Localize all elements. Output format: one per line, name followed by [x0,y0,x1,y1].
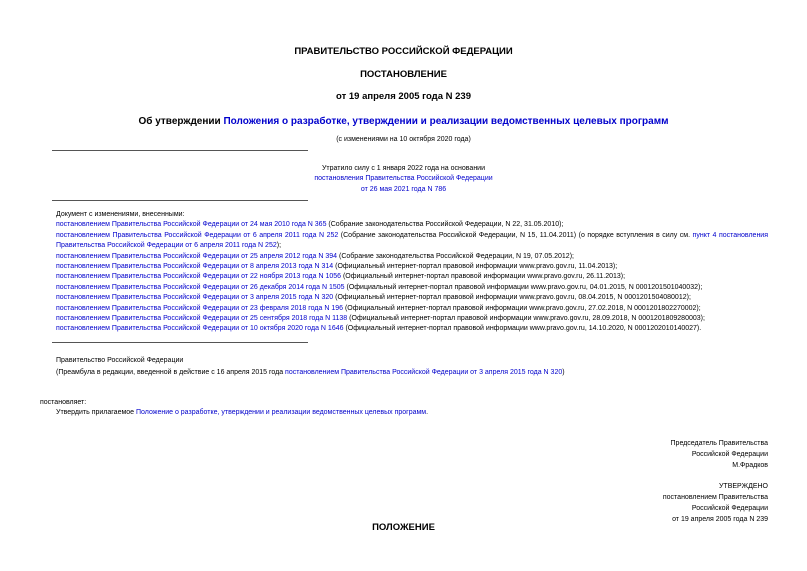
amendments-intro: Документ с изменениями, внесенными: [56,211,185,218]
preamble-link[interactable]: постановлением Правительства Российской Федерации от 3 апреля 2015 года N 320 [285,369,563,377]
list-item [52,220,768,230]
list-item [52,231,768,252]
divider [52,200,308,201]
expired-link-date[interactable]: от 26 мая 2021 года N 786 [360,185,447,193]
preamble-government: Правительство Российской Федерации [56,357,184,364]
government-heading: ПРАВИТЕЛЬСТВО РОССИЙСКОЙ ФЕДЕРАЦИИ [294,46,513,57]
amendment-link-clause[interactable]: пункт 4 постановления Правительства Российской Федерации от 6 апреля 2011 года N 252 [56,231,769,250]
amendment-link[interactable]: постановлением Правительства Российской Федерации от 8 апреля 2013 года N 314 [56,263,334,271]
resolves-text: постановляет: [40,399,87,406]
preamble [56,356,768,379]
divider [52,342,308,343]
approved-heading: УТВЕРЖДЕНО [718,483,768,490]
preamble-note-prefix: (Преамбула в редакции, введенной в действие с 16 апреля 2015 года [56,369,286,377]
amendment-link[interactable]: постановлением Правительства Российской Федерации от 10 октября 2020 года N 1646 [56,325,344,333]
preamble-note-suffix: ) [562,369,565,377]
section-title: ПОЛОЖЕНИЕ [372,522,435,533]
approve-clause [56,408,768,418]
amendment-link[interactable]: постановлением Правительства Российской Федерации от 25 сентября 2018 года N 1138 [56,315,348,323]
divider [52,150,308,151]
amendment-source: (Собрание законодательства Российской Федерации, N 15, 11.04.2011) (о порядке вступления в силу см. [338,231,693,239]
expired-notice [0,164,807,195]
amendment-link[interactable]: постановлением Правительства Российской Федерации от 25 апреля 2012 года N 394 [56,252,338,260]
amendment-source: (Официальный интернет-портал правовой информации www.pravo.gov.ru, 11.04.2013); [333,263,618,271]
amendment-link[interactable]: постановлением Правительства Российской Федерации от 26 декабря 2014 года N 1505 [56,283,345,291]
approved-by: постановлением Правительства [662,494,768,501]
approved-date: от 19 апреля 2005 года N 239 [672,516,768,523]
amendment-source: (Официальный интернет-портал правовой информации www.pravo.gov.ru, 08.04.2015, N 0001201504080012); [333,294,691,302]
approve-suffix: . [426,409,429,416]
preamble-note [56,368,768,378]
title-prefix: Об утверждении [138,116,224,127]
list-item [52,314,768,324]
signature-position: Председатель Правительства [670,440,768,447]
list-item [52,252,768,262]
document-title [0,116,807,127]
amendment-source: (Собрание законодательства Российской Федерации, N 19, 07.05.2012); [337,252,574,260]
list-item [52,304,768,314]
amendment-link[interactable]: постановлением Правительства Российской Федерации от 24 мая 2010 года N 365 [56,221,327,229]
list-item [52,283,768,293]
document-date-number: от 19 апреля 2005 года N 239 [336,91,471,102]
amendment-source-end: ); [276,242,282,250]
approved-block [663,481,768,525]
approve-prefix: Утвердить прилагаемое [56,409,137,416]
title-link[interactable]: Положения о разработке, утверждении и реализации ведомственных целевых программ [223,116,669,127]
approve-link[interactable]: Положение о разработке, утверждении и реализации ведомственных целевых программ [136,409,427,416]
amendment-link[interactable]: постановлением Правительства Российской Федерации от 6 апреля 2011 года N 252 [56,231,339,239]
amendment-source: (Официальный интернет-портал правовой информации www.pravo.gov.ru, 26.11.2013); [341,273,626,281]
signature-name: М.Фрадков [732,462,768,469]
amendment-source: (Официальный интернет-портал правовой информации www.pravo.gov.ru, 27.02.2018, N 0001201802270002); [343,304,701,312]
amendment-link[interactable]: постановлением Правительства Российской Федерации от 3 апреля 2015 года N 320 [56,294,334,302]
amendments-list [52,210,768,335]
amendment-link[interactable]: постановлением Правительства Российской Федерации от 22 ноября 2013 года N 1056 [56,273,342,281]
list-item [52,324,768,334]
amendment-link[interactable]: постановлением Правительства Российской Федерации от 23 февраля 2018 года N 196 [56,304,343,312]
amendment-source: (Собрание законодательства Российской Федерации, N 22, 31.05.2010); [326,221,564,229]
list-item [52,293,768,303]
amendment-source: (Официальный интернет-портал правовой информации www.pravo.gov.ru, 28.09.2018, N 0001201809280003); [347,315,705,323]
edition-note: (с изменениями на 10 октября 2020 года) [336,136,471,143]
list-item [52,262,768,272]
document-type: ПОСТАНОВЛЕНИЕ [360,69,447,80]
expired-link[interactable]: постановления Правительства Российской Федерации [314,175,493,183]
signature-country: Российской Федерации [691,451,768,458]
list-item [52,272,768,282]
amendment-source: (Официальный интернет-портал правовой информации www.pravo.gov.ru, 14.10.2020, N 0001202010140027). [343,325,702,333]
expired-text: Утратило силу с 1 января 2022 года на основании [321,165,486,172]
approved-country: Российской Федерации [691,505,768,512]
signature-block [671,438,768,471]
amendment-source: (Официальный интернет-портал правовой информации www.pravo.gov.ru, 04.01.2015, N 0001201501040032); [344,283,703,291]
